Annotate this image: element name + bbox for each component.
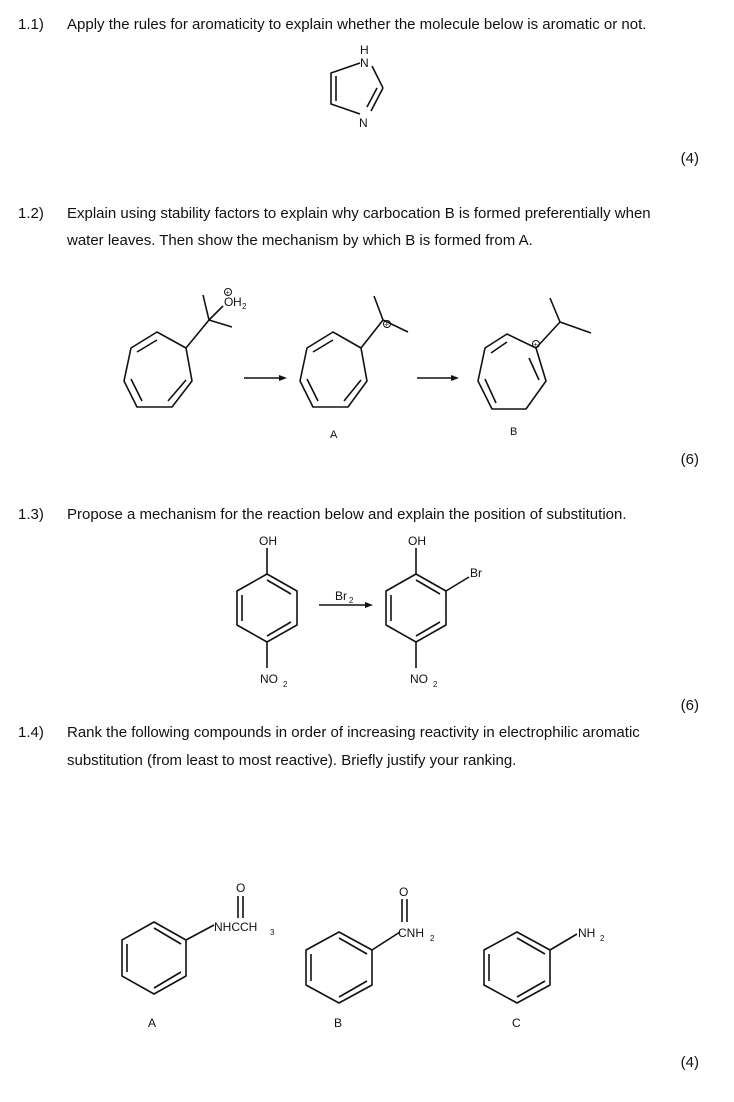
question-2-number: 1.2) bbox=[18, 205, 44, 222]
arrow-head-1 bbox=[279, 375, 287, 381]
imidazole-n3-label: N bbox=[359, 116, 368, 130]
compound-b-sub-2: 2 bbox=[430, 934, 435, 943]
compound-b-label: B bbox=[334, 1016, 343, 1030]
question-2-text-line2: water leaves. Then show the mechanism by which B is formed from A. bbox=[67, 232, 533, 249]
carbocation-b-structure bbox=[478, 298, 591, 438]
imidazole-h-label: H bbox=[360, 43, 369, 57]
question-3-marks: (6) bbox=[680, 697, 699, 714]
bromine-reagent-label: Br bbox=[335, 589, 347, 603]
product-sub-2: 2 bbox=[433, 680, 438, 689]
question-2-marks: (6) bbox=[680, 451, 699, 468]
compound-b-substituent-label: CNH bbox=[398, 926, 424, 940]
question-4-text-line2: substitution (from least to most reactive). Briefly justify your ranking. bbox=[67, 752, 517, 769]
oxonium-structure bbox=[124, 289, 247, 408]
product-br-label: Br bbox=[470, 566, 482, 580]
compound-b-o-label: O bbox=[399, 885, 409, 899]
compound-a-label: A bbox=[148, 1016, 157, 1030]
bromine-sub-2: 2 bbox=[349, 596, 354, 605]
oxonium-charge: + bbox=[225, 290, 230, 297]
question-4-number: 1.4) bbox=[18, 724, 44, 741]
product-no-label: NO bbox=[410, 672, 428, 686]
carbocation-b-label: B bbox=[510, 426, 518, 438]
oxonium-o-label: O bbox=[224, 295, 234, 309]
question-1-marks: (4) bbox=[680, 150, 699, 167]
question-1-text: Apply the rules for aromaticity to explain whether the molecule below is aromatic or not. bbox=[67, 16, 647, 33]
compound-c-structure bbox=[484, 926, 605, 1030]
arrow-head-2 bbox=[451, 375, 459, 381]
arrow-head-3 bbox=[365, 602, 373, 608]
carbocation-a-structure bbox=[300, 296, 408, 441]
carbocation-b-charge: + bbox=[533, 342, 538, 349]
question-4-text-line1: Rank the following compounds in order of increasing reactivity in electrophilic aromatic bbox=[67, 724, 640, 741]
reactant-no-label: NO bbox=[260, 672, 278, 686]
compound-a-sub-3: 3 bbox=[270, 928, 275, 937]
question-4-marks: (4) bbox=[680, 1054, 699, 1071]
reactant-sub-2: 2 bbox=[283, 680, 288, 689]
compound-a-structure bbox=[122, 881, 275, 1030]
compound-b-structure bbox=[306, 885, 435, 1030]
nitrophenol-structure bbox=[237, 534, 297, 689]
question-1-number: 1.1) bbox=[18, 16, 44, 33]
question-3-text: Propose a mechanism for the reaction below and explain the position of substitution. bbox=[67, 506, 627, 523]
compound-c-sub-2: 2 bbox=[600, 934, 605, 943]
question-2-text-line1: Explain using stability factors to explain why carbocation B is formed preferentially when bbox=[67, 205, 651, 222]
product-oh-label: OH bbox=[408, 534, 426, 548]
carbocation-a-label: A bbox=[330, 429, 338, 441]
compound-c-substituent-label: NH bbox=[578, 926, 596, 940]
compound-c-label: C bbox=[512, 1016, 521, 1030]
question-3-number: 1.3) bbox=[18, 506, 44, 523]
compound-a-substituent-label: NHCCH bbox=[214, 920, 258, 934]
bromonitrophenol-structure bbox=[386, 534, 482, 689]
carbocation-a-charge: + bbox=[384, 322, 389, 329]
oxonium-h-label: H bbox=[233, 295, 242, 309]
reactant-oh-label: OH bbox=[259, 534, 277, 548]
compound-a-o-label: O bbox=[236, 881, 246, 895]
imidazole-n1-label: N bbox=[360, 56, 369, 70]
imidazole-structure bbox=[331, 43, 383, 130]
oxonium-sub-2: 2 bbox=[242, 302, 247, 311]
